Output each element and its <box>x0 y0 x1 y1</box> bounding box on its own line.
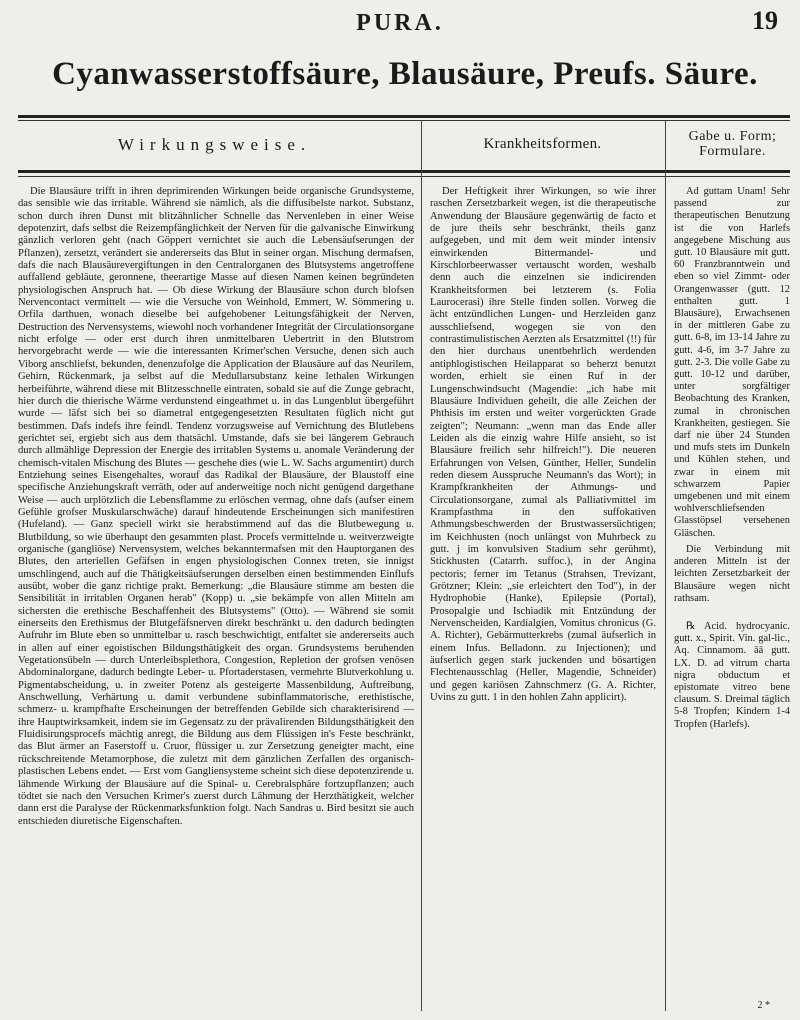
column-effects <box>18 186 414 1011</box>
column-heading-dosage: Gabe u. Form; Formulare. <box>688 129 777 160</box>
column-heading-effects: Wirkungsweise. <box>117 135 312 154</box>
column-divider <box>421 121 422 1011</box>
title-rule-thin <box>18 120 790 121</box>
running-head <box>0 6 800 42</box>
article-title: Cyanwasserstoffsäure, Blausäure, Preufs. Säure. <box>52 56 758 92</box>
footer-signature: 2 * <box>757 1000 770 1011</box>
paragraph-combination: Die Verbindung mit anderen Mitteln ist der leichten Zersetzbarkeit der Blausäure wegen nicht rathsam. <box>674 543 790 604</box>
paragraph-dosage: Ad guttam Unam! Sehr passend zur therapeutischen Benutzung ist die von Harlefs angegebene Mischung aus gutt. 10 Blausäure mit gutt. 60 Franzbranntwein und eben so viel Zimmt- oder Orangenwasser (gutt. 12 enthalten gutt. 1 Blausäure), Erwachsenen in der mittleren Gabe zu gutt. 6-8, im 13-14 Jahre zu gutt. 4-6, im 3-7 Jahre zu gutt. 2-3. Die volle Gabe zu gutt. 10-12 und darüber, unter sorgfältiger Beobachtung des Kranken, zumal in chronischen Krankheiten, gestiegen. Sie darf nie über 24 Stunden und mufs stets im Dunkeln und Kühlen stehen, und zwar in einem mit schwarzem Papier umgebenen und mit einem wohlverschliefsenden Glasstöpsel versehenen Gläschen. <box>674 186 790 539</box>
paragraph-effects: Die Blausäure trifft in ihren deprimirenden Wirkungen beide organische Grundsysteme, das sensible wie das irritable. Während sie nämlich, als die diffusibelste narkot. Substanz, schon durch ihren Dunst mit blitzähnlicher Schnelle das Nervenleben in einer Weise depotenzirt, dafs selbst die Reizempfänglichkeit der Nerven für die galvanische Einwirkung gänzlich verloren geht (nach Göppert vernichtet sie auch die Lebensäufserungen der Pflanzen), zersetzt, verändert sie andererseits das Blut in seiner organ. Mischung dermafsen, dafs die nach Blausäurevergiftungen in den Centralorganen des Blutsystems angetroffene auffallend gebläute, geronnene, theerartige Masse auf diesen Namen keinen begründeten physiologischen Anspruch hat. — Ob diese Wirkung der Blausäure schon durch blofsen Nervencontact vermittelt — wie die Versuche von Weinhold, Emmert, W. Sömmering u. Orfila darthuen, wonach dieselbe bei aufgehobener Leitungsfähigkeit der Nerven, Destruction des Nervensystems, wiewohl noch vorhandener Integrität der Circulationsorgane nicht erfolge — oder erst durch ihren unmittelbaren Uebertritt in den Blutstrom hervorgebracht werde — wie die interessanten Krimer'schen Versuche, denen sich auch Viborg anschliefst, bekunden, denenzufolge die Application der Blausäure auf das Neurilem, Gehirn, Rückenmark, ja selbst auf die Medullarsubstanz keine lethalen Wirkungen herbeiführte, während diese mit Blitzesschnelle eintraten, sobald sie auf die Zunge gebracht, hier durch die thierische Wärme verdunstend eingeathmet u. in das Lungenblut übergeführt wurde — läfst sich bei so diametral entgegengesetzten Resultaten füglich nicht gut bestimmen. Dafs indefs ihre feindl. Tendenz vorzugsweise auf Vernichtung des Blutlebens gerichtet sei, ergiebt sich aus dem thatsächl. Umstande, dafs sie bei längerem Gebrauch durch allmählige Depression der Energie des irritablen Systems u. anomale Veränderung der chemisch-vitalen Mischung des Blutes — geschehe dies (wie L. W. Sachs argumentirt) durch Entziehung seines Eisengehaltes, worauf das Radikal der Blausäure, der Blaustoff eine specifische Anziehungskraft verräth, oder auf anderweitige noch nicht genügend dargethane Weise — auch urplötzlich die Lebensflamme zu erlöschen vermag, ohne dafs (aufser einem Gefühle grofser Muskularschwäche) darauf hindeutende Erscheinungen sich manifestiren (Hufeland). — Ganz speciell wirkt sie herabstimmend auf das die Blutbewegung u. Blutbildung, so wie überhaupt den gesammten plast. Procefs vermittelnde u. weitverzweigte organische (gangliöse) Nervensystem, welches bekanntermafsen mit den Hauptorganen des Blutes, den arteriellen Gefäfsen in engen physiologischen Connex treten, sie innigst umschlingend, auch auf die Thätigkeitsäufserungen derselben einen bestimmenden Einflufs ausübt, wober die ganz richtige prakt. Bemerkung: „die Blausäure stimme am besten die Sensibilität in irritablen Organen herab" (Kopp) u. „sie bekämpfe von allen Mitteln am sichersten die erethische Beschaffenheit des Blutsystems" (Otto). — Während sie somit einerseits den Erethismus der Blutgefäfsnerven direkt beschränkt u. den dadurch bedingten Aufruhr im Blute eben so unmittelbar u. rasch beschwichtigt, entfaltet sie andererseits auch in allen auf einer egoistischen Bildungsthätigkeit des organ. Grundsystems beruhenden Vegetationsübeln — durch Unterleibsplethora, Congestion, Repletion der grofsen venösen Abdominalorgane, dadurch bedingte Leber- u. Pfortaderstasen, vermehrte Blutverkohlung u. Pigmentabscheidung, u. in zweiter Potenz als gesteigerte Massenbildung, Auftreibung, Anschwellung, Verhärtung u. damit verbundene subinflammatorische, erethistische, schmerz- u. krampfhafte Erscheinungen der betreffenden Gebilde sich charakterisirend — ihre Hauptwirksamkeit, indem sie im Gegensatz zu der prävalirenden Bildungsthätigkeit den Fluidisirungsprocefs mächtig anregt, die Bildung aus dem Flüssigen in's Feste beschränkt, das Blut ärmer an Faserstoff u. Cruor, flüssiger u. zur Zersetzung geneigter macht, eine rückschreitende Metamorphose, die zuletzt mit dem gänzlichen Zerfallen des organisch-plastischen Lebens endet. — Erst vom Gangliensysteme scheint sich diese depotenzirende u. lähmende Wirkung der Blausäure auf die Spinal- u. Cerebralsphäre fortzupflanzen; auch tödtet sie nach den Versuchen Krimer's zuerst durch Lähmung der Herzthätigkeit, welcher dann erst die Paralyse der Rückenmarksfunktion folgt. Nach Sandras u. Bird besitzt sie auch entschieden diuretische Eigenschaften. <box>18 186 414 827</box>
column-dosage <box>674 186 790 1011</box>
paragraph-disease-forms: Der Heftigkeit ihrer Wirkungen, so wie ihrer raschen Zersetzbarkeit wegen, ist die therapeutische Anwendung der Blausäure gegenwärtig de facto et de jure theils sehr beschränkt, theils ganz aufgegeben, und mit dem weit minder intensiv einwirkenden Bittermandel- und Kirschlorbeerwasser vertauscht worden, weshalb denn auch die einzelnen sie indicirenden Krankheitsformen bei letzterem (s. Folia Laurocerasi) ihre Stelle finden sollen. Vorweg die ächt entzündlichen Lungen- und Herzleiden ganz ausschliefsend, wogegen sie von den contrastimulistischen Aerzten als Ersatzmittel (!!) für den hier durchaus unentbehrlich werdenden antiphlogistischen Heilapparat so beherzt benutzt worden, erhielt sie einen Ruf in der Lungenschwindsucht (Magendie: „ich habe mit Blausäure Individuen geheilt, die alle Zeichen der Phthisis im ersten und weiter vorgerückten Grade zeigten"; Neumann: „wenn man das Ende aller Leiden als die einzig wahre Hilfe ansieht, so ist Blausäure freilich sehr hilfreich!"). Die neueren Erfahrungen von Velsen, Günther, Heller, Sundelin reden diesem Ausspruche Neumann's das Wort); in Krampfkrankheiten der Athmungs- und Circulationsorgane, zumal als Palliativmittel im Krampfasthma in den suffokativen Athmungsbeschwerden der Brustwassersüchtigen; im Keichhusten (noch unlängst von Muhrbeck zu gutt. j im konvulsiven Stadium sehr gerühmt), Stickhusten (Catarrh. suffoc.), in der Angina pectoris; ferner im Tetanus (Strahsen, Trevizant, Grötzner; Klein: „sie erleichtert den Tod"), in der Hydrophobie (Hanke), Epilepsie (Portal), Prosopalgie und Ischiadik mit Entzündung der Nervenscheiden, Kardialgien, Vomitus chronicus (G. A. Richter), Gebärmutterkrebs (zumal äufserlich in einem Infus. Belladonn. zu Injectionen); und äufserlich gegen stark juckenden und bösartigen Flechtenausschlag (Heller, Magendie, Schneider) und gegen kariösen Zahnschmerz (G. A. Richter, Uvins zu gutt. 1 in den hohlen Zahn applicirt). <box>430 186 656 704</box>
prescription-formula: ℞ Acid. hydrocyanic. gutt. x., Spirit. Vin. gal-lic., Aq. Cinnamom. āā gutt. LX. D. ad vitrum charta nigra obductum et epistomate vitreo bene clausum. S. Dreimal täglich 5-8 Tropfen; Kindern 1-4 Tropfen (Harlefs). <box>674 620 790 730</box>
header-rule-thick <box>18 170 790 173</box>
header-rule-thin <box>18 176 790 177</box>
title-rule-thick <box>18 115 790 118</box>
column-heading-disease-forms: Krankheitsformen. <box>483 136 602 152</box>
page-number: 19 <box>752 6 778 35</box>
column-disease-forms <box>430 186 656 1011</box>
running-title: PURA. <box>356 10 444 36</box>
column-divider <box>665 121 666 1011</box>
